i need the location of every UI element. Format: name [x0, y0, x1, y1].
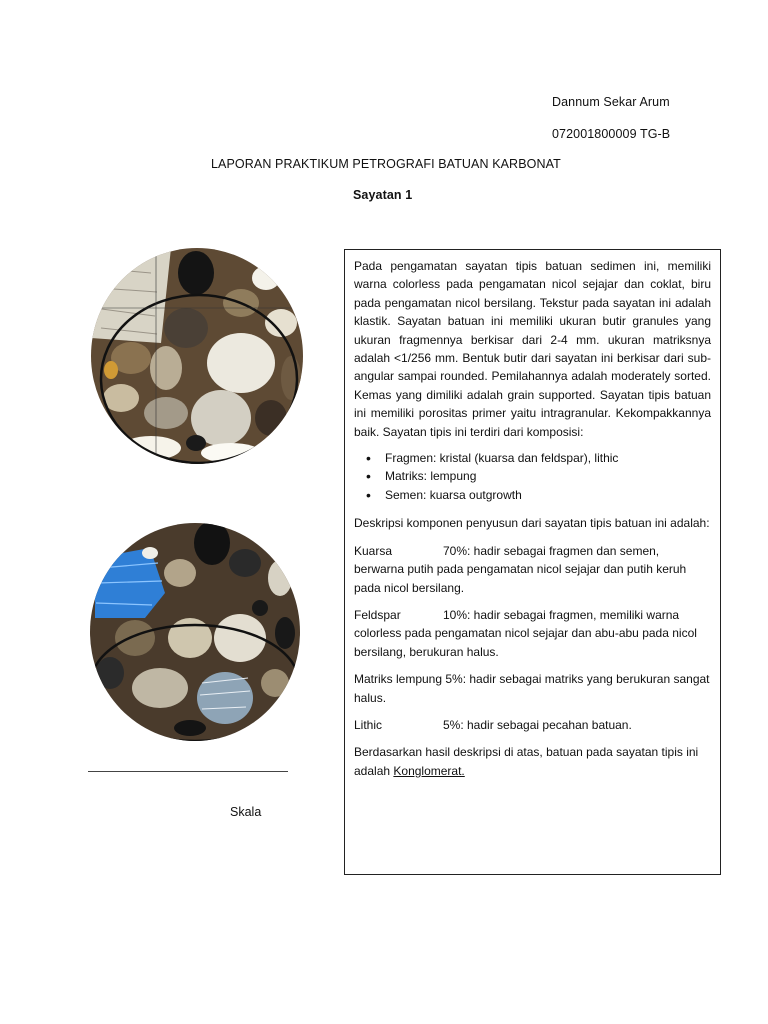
- kuarsa-description: [354, 542, 711, 597]
- kuarsa-label: Kuarsa: [354, 543, 393, 558]
- thin-section-image-parallel-nicol: [91, 248, 303, 464]
- feldspar-label: Feldspar: [354, 607, 401, 622]
- report-title: LAPORAN PRAKTIKUM PETROGRAFI BATUAN KARBONAT: [211, 157, 561, 171]
- lithic-text: 5%: hadir sebagai pecahan batuan.: [443, 717, 632, 732]
- composition-list: [354, 449, 711, 504]
- composition-item-matriks: • Matriks: lempung: [354, 467, 711, 485]
- composition-item-fragmen: • Fragmen: kristal (kuarsa dan feldspar), lithic: [354, 449, 711, 467]
- section-title: Sayatan 1: [353, 188, 413, 202]
- author-id: 072001800009 TG-B: [552, 127, 671, 141]
- conclusion-text: Berdasarkan hasil deskripsi di atas, batuan pada sayatan tipis ini adalah: [354, 745, 699, 778]
- feldspar-text: 10%: hadir sebagai fragmen, memiliki warna colorless pada pengamatan nicol sejajar dan abu-abu pada nicol bersilang, berukuran halus.: [354, 607, 697, 659]
- author-name: Dannum Sekar Arum: [552, 95, 670, 109]
- kuarsa-text: 70%: hadir sebagai fragmen dan semen, berwarna putih pada pengamatan nicol sejajar dan putih keruh pada nicol bersilang.: [354, 543, 687, 595]
- lithic-label: Lithic: [354, 717, 383, 732]
- thin-section-image-crossed-nicol: [90, 523, 300, 741]
- description-box: [344, 249, 721, 875]
- components-intro: Deskripsi komponen penyusun dari sayatan tipis batuan ini adalah:: [354, 516, 710, 531]
- lithic-description: [354, 716, 711, 734]
- scale-bar: [88, 771, 288, 772]
- intro-paragraph: Pada pengamatan sayatan tipis batuan sedimen ini, memiliki warna colorless pada pengamatan nicol sejajar dan coklat, biru pada pengamatan nicol bersilang. Tekstur pada sayatan ini adalah klastik. Sayatan batuan ini memiliki ukuran butir granules yang ukuran fragmennya berkisar dari 2-4 mm. ukuran matriksnya adalah <1/256 mm. Bentuk butir dari sayatan ini berkisar dari sub-angular sampai rounded. Pemilahannya adalah moderately sorted. Kemas yang dimiliki adalah grain supported. Sayatan tipis batuan ini memiliki porositas primer yaitu intragranular. Kekompakkannya baik. Sayatan tipis ini terdiri dari komposisi:: [354, 259, 711, 439]
- feldspar-description: [354, 606, 711, 661]
- conclusion-link[interactable]: Konglomerat.: [393, 763, 465, 778]
- scale-label: Skala: [230, 805, 262, 819]
- composition-item-semen: • Semen: kuarsa outgrowth: [354, 486, 711, 504]
- conclusion-paragraph: [354, 743, 711, 780]
- matriks-description: Matriks lempung 5%: hadir sebagai matriks yang berukuran sangat halus.: [354, 672, 710, 705]
